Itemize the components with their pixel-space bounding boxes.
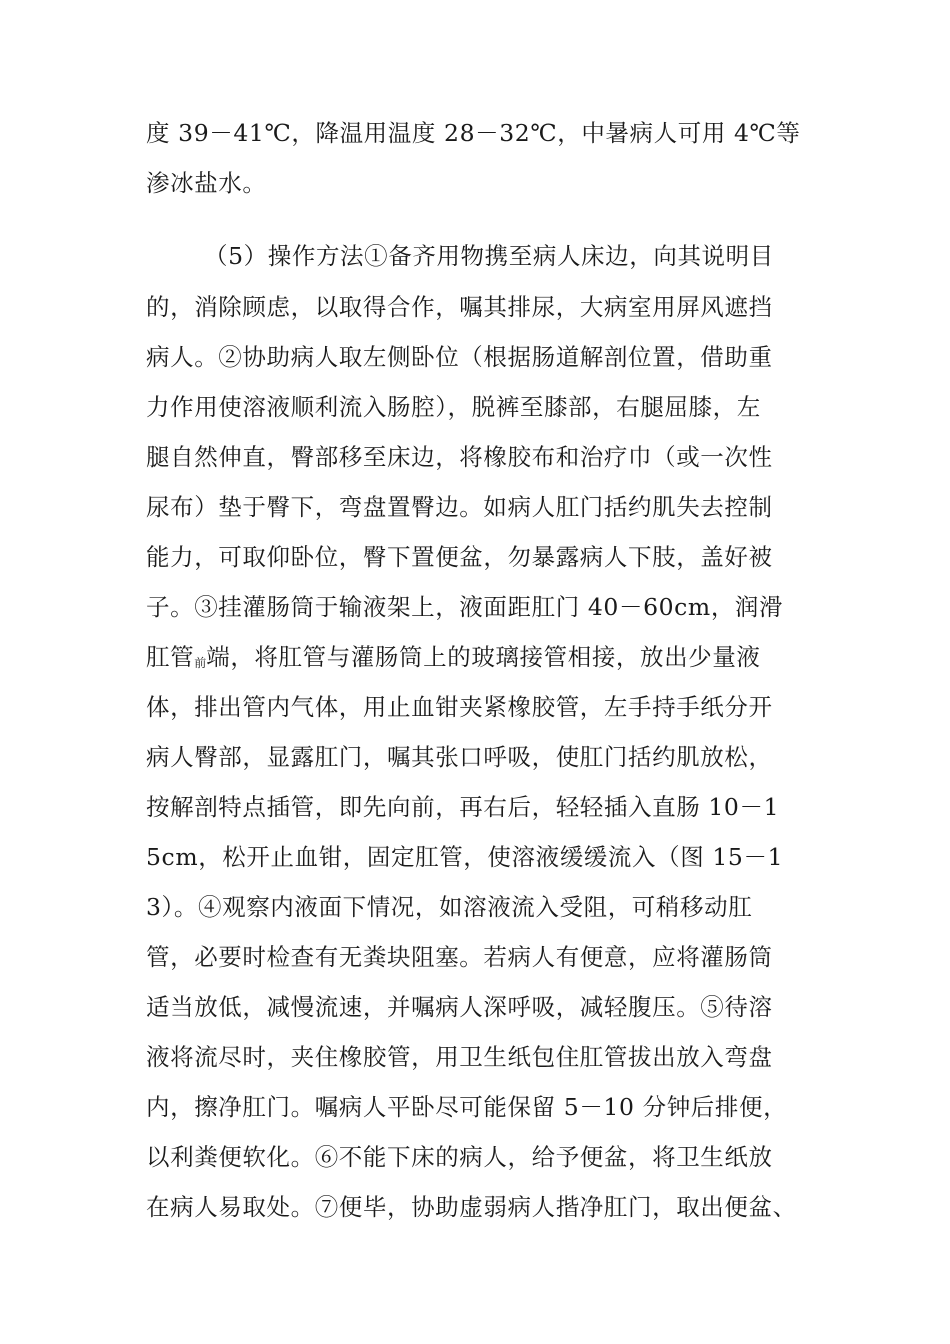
text-line: 3）。④观察内液面下情况，如溶液流入受阻，可稍移动肛	[146, 893, 753, 921]
text-segment: 端，将肛管与灌肠筒上的玻璃接管相接，放出少量液	[206, 643, 761, 671]
text-line: 力作用使溶液顺利流入肠腔），脱裤至膝部，右腿屈膝，左	[146, 393, 761, 421]
text-line: 液将流尽时，夹住橡胶管，用卫生纸包住肛管拔出放入弯盘	[146, 1043, 773, 1071]
text-line: 管，必要时检查有无粪块阻塞。若病人有便意，应将灌肠筒	[146, 943, 773, 971]
text-line: 腿自然伸直，臀部移至床边，将橡胶布和治疗巾（或一次性	[146, 443, 773, 471]
text-line: 按解剖特点插管，即先向前，再右后，轻轻插入直肠 10－1	[146, 793, 780, 821]
text-line: 在病人易取处。⑦便毕，协助虚弱病人揩净肛门，取出便盆、	[146, 1193, 797, 1221]
text-line: 体，排出管内气体，用止血钳夹紧橡胶管，左手持手纸分开	[146, 693, 773, 721]
subscript-text: 前	[194, 656, 207, 670]
text-segment: 肛管	[146, 643, 195, 671]
text-line: 子。③挂灌肠筒于输液架上，液面距肛门 40－60cm，润滑	[146, 593, 784, 621]
text-line: 5cm，松开止血钳，固定肛管，使溶液缓缓流入（图 15－1	[146, 843, 784, 871]
text-line	[146, 642, 761, 678]
text-line: 度 39－41℃，降温用温度 28－32℃，中暑病人可用 4℃等	[146, 119, 801, 147]
text-line: 病人。②协助病人取左侧卧位（根据肠道解剖位置，借助重	[146, 343, 773, 371]
text-line: 以利粪便软化。⑥不能下床的病人，给予便盆，将卫生纸放	[146, 1143, 773, 1171]
text-line: 适当放低，减慢流速，并嘱病人深呼吸，减轻腹压。⑤待溶	[146, 993, 773, 1021]
text-line: 病人臀部，显露肛门，嘱其张口呼吸，使肛门括约肌放松，	[146, 743, 773, 771]
text-line: （5）操作方法①备齐用物携至病人床边，向其说明目	[204, 242, 774, 270]
text-line: 的，消除顾虑，以取得合作，嘱其排尿，大病室用屏风遮挡	[146, 293, 773, 321]
text-line: 尿布）垫于臀下，弯盘置臀边。如病人肛门括约肌失去控制	[146, 493, 773, 521]
text-line: 内，擦净肛门。嘱病人平卧尽可能保留 5－10 分钟后排便，	[146, 1093, 788, 1121]
text-line: 渗冰盐水。	[146, 169, 267, 197]
text-line: 能力，可取仰卧位，臀下置便盆，勿暴露病人下肢，盖好被	[146, 543, 773, 571]
